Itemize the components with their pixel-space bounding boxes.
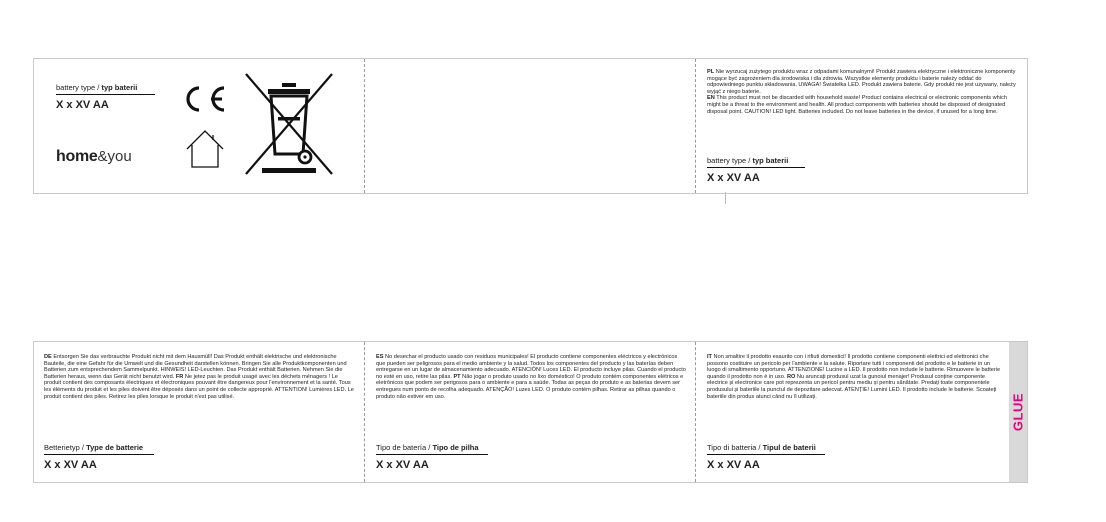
battery-type-block-es [376,443,488,471]
weee-crossed-bin-icon [244,72,334,176]
battery-type-block-it [707,443,825,471]
battery-type-block-right [707,156,805,184]
battery-type-value: X x XV AA [44,459,97,471]
top-label-strip [33,58,1028,194]
battery-type-value: X x XV AA [56,99,109,111]
battery-type-rule [707,454,825,455]
battery-type-rule [56,94,155,95]
en-paragraph: EN This product must not be discarded with household waste! Product contains electrical or electronic components which might be a threat to the environment and health. All product components with batteries should be disposed of designated disposal point. CAUTION! LED light. Batteries included. Do not leave batteries in the device, if unused for a long time. [707,95,1007,115]
battery-type-rule [44,454,154,455]
house-icon [183,127,227,171]
battery-type-value: X x XV AA [707,459,760,471]
battery-type-label: battery type / typ baterii [56,83,138,92]
es-pt-warning-text [376,354,688,400]
battery-type-label: Betterietyp / Type de batterie [44,443,144,452]
battery-type-value: X x XV AA [376,459,429,471]
es-pt-panel [364,342,695,482]
battery-type-value: X x XV AA [707,172,760,184]
de-fr-warning-text [44,354,355,400]
top-left-panel [34,59,364,193]
fold-line-top-1 [364,59,365,193]
it-ro-warning-text [707,354,1001,400]
pl-en-warning-text [707,69,1019,115]
battery-type-label: Tipo di batteria / Tipul de baterii [707,443,816,452]
glue-label: GLUE [1010,392,1026,432]
battery-type-label: battery type / typ baterii [707,156,789,165]
battery-type-label: Tipo de batería / Tipo de pilha [376,443,479,452]
bottom-label-strip [33,341,1028,483]
top-right-panel [695,59,1027,193]
es-pt-paragraph: ES No desechar el producto usado con residuos municipales! El producto contiene componentes eléctricos y electrónicos que pueden ser peligrosos para el medio ambiente y la salud. Todos los componentes del producto y las baterías deben entregarse en un lugar de almacenamiento adecuado. ATENCIÓN! Luces LED. El producto incluye pilas. Cuando el producto no esté en uso, retire las pilas. PT Não jogar o produto usado no lixo doméstico! O produto contém componentes elétricos e eletrônicos que podem ser perigosos para o ambiente e para a saúde. Todas as peças do produto e as baterias devem ser entregues num ponto de recolha adequado. ATENÇÃO! Luzes LED. O produto contém pilhas. Retirar as pilhas quando o produto não estiver em uso. [376,354,686,400]
it-ro-paragraph: IT Non smaltire il prodotto esaurito con i rifiuti domestici! Il prodotto contiene componenti elettrici ed elettronici che possono costituire un pericolo per l'ambiente e la salute. Riportare tutti i componenti del prodotto e le batterie in un luogo di smaltimento opportuno. ATTENZIONE! Lucine a LED. Il prodotto non include le batterie. Rimuovere le batterie quando il prodotto non è in uso. RO Nu aruncați produsul uzat la gunoiul menajer! Produsul conține componente electrice și electronice care pot reprezenta un pericol pentru mediu și pentru sănătate. Predați toate componentele produsului și bateriile la punctul de depozitare adecvat. ATENȚIE! Lumini LED. Il prodotto include le batterie. Scoateți bateriile din produs atunci când nu îl utilizați. [707,354,1001,400]
battery-type-rule [376,454,488,455]
de-fr-panel [34,342,364,482]
battery-type-block [56,83,155,111]
battery-type-block-de [44,443,154,471]
cut-mark [725,192,726,204]
it-ro-panel [695,342,1009,482]
battery-type-rule [707,167,805,168]
home-and-you-logo: home&you [56,148,132,165]
ce-mark-icon [180,84,228,114]
de-fr-paragraph: DE Entsorgen Sie das verbrauchte Produkt nicht mit dem Hausmüll! Das Produkt enthält elektrische und elektronische Bauteile, die eine Gefahr für die Umwelt und die Gesundheit darstellen können. Bringen Sie alle Produktkomponenten und Batterien zum entsprechendem Sammelpunkt. HINWEIS! LED-Leuchten. Das Produkt enthält Batterien. Nehmen Sie die Batterien heraus, wenn das Gerät nicht benutzt wird. FR Ne jetez pas le produit usagé avec les déchets ménagers ! Le produit contient des composants électriques et électroniques pouvant être dangereux pour l'environnement et la santé. Tous les éléments du produit et les piles doivent être déposés dans un point de collecte approprié. ATTENTION! Lumières LED. Le produit contient des piles. Retirez les piles lorsque le produit n'est pas utilisé. [44,354,354,400]
pl-paragraph: PL Nie wyrzucaj zużytego produktu wraz z odpadami komunalnymi! Produkt zawiera elektryczne i elektroniczne komponenty mogące być zagrożeniem dla środowiska i dla zdrowia. Wszystkie elementy produktu i baterie należy oddać do odpowiedniego punktu składowania. UWAGA! Światełka LED. Produkt zawiera baterie. Gdy produkt nie jest używany, należy wyjąć z niego baterie. [707,69,1016,95]
glue-flap [1009,342,1027,482]
